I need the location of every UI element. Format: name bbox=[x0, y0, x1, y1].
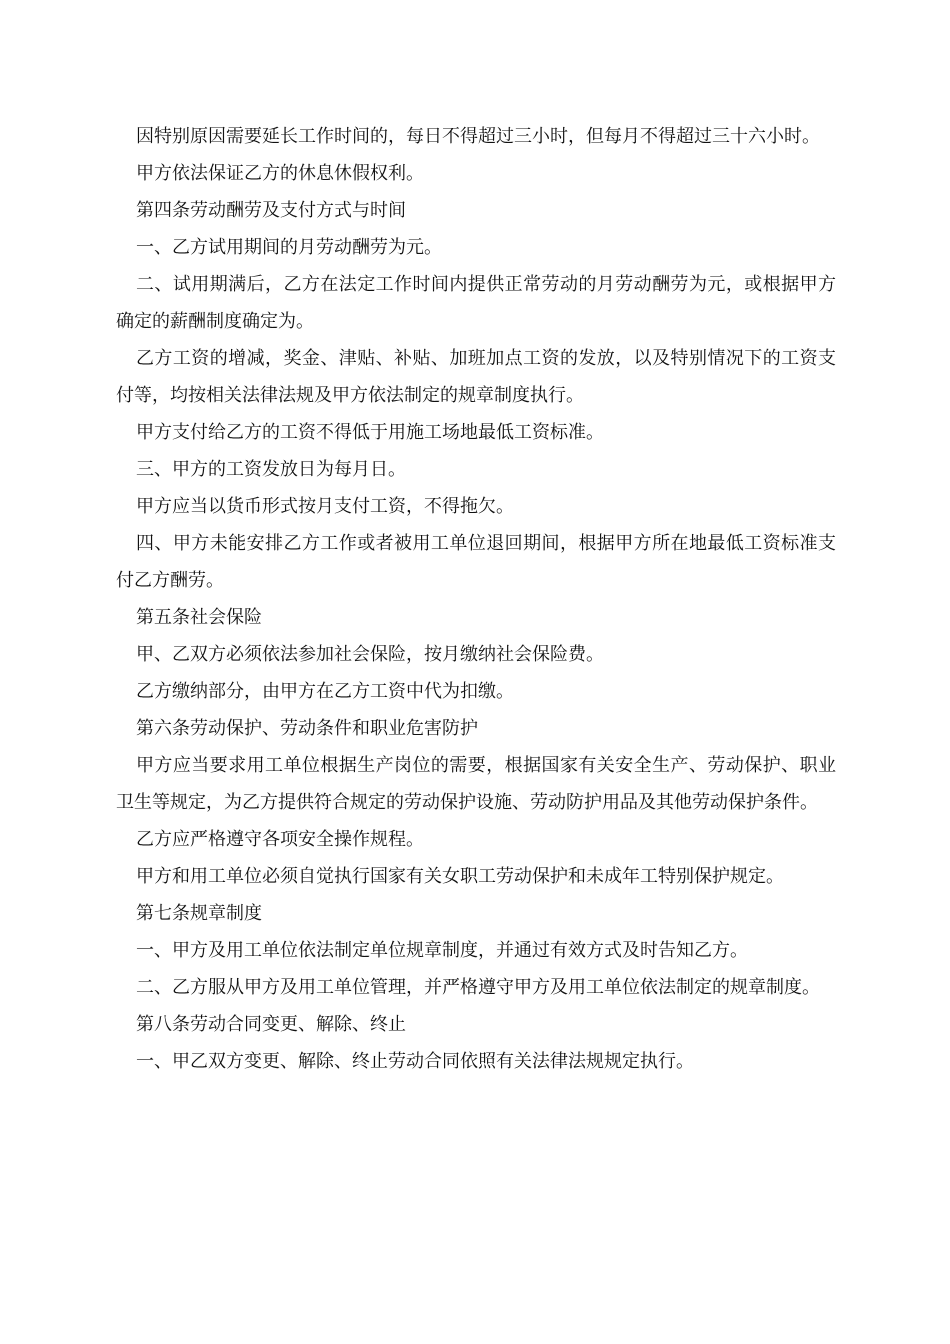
paragraph: 因特别原因需要延长工作时间的，每日不得超过三小时，但每月不得超过三十六小时。 bbox=[136, 126, 820, 147]
paragraph: 甲、乙双方必须依法参加社会保险，按月缴纳社会保险费。 bbox=[136, 644, 604, 665]
paragraph: 甲方应当以货币形式按月支付工资，不得拖欠。 bbox=[136, 496, 514, 517]
paragraph: 三、甲方的工资发放日为每月日。 bbox=[136, 459, 406, 480]
paragraph: 二、乙方服从甲方及用工单位管理，并严格遵守甲方及用工单位依法制定的规章制度。 bbox=[136, 977, 820, 998]
paragraph: 乙方工资的增减，奖金、津贴、补贴、加班加点工资的发放，以及特别情况下的工资支付等，均按相关法律法规及甲方依法制定的规章制度执行。 bbox=[116, 348, 836, 406]
paragraph: 甲方依法保证乙方的休息休假权利。 bbox=[136, 163, 424, 184]
section-heading: 第四条劳动酬劳及支付方式与时间 bbox=[136, 200, 406, 221]
section-heading: 第七条规章制度 bbox=[136, 903, 262, 924]
paragraph: 乙方应严格遵守各项安全操作规程。 bbox=[136, 829, 424, 850]
paragraph: 甲方和用工单位必须自觉执行国家有关女职工劳动保护和未成年工特别保护规定。 bbox=[136, 866, 784, 887]
paragraph: 甲方支付给乙方的工资不得低于用施工场地最低工资标准。 bbox=[136, 422, 604, 443]
document-body bbox=[116, 118, 836, 1080]
paragraph: 一、甲方及用工单位依法制定单位规章制度，并通过有效方式及时告知乙方。 bbox=[136, 940, 748, 961]
section-heading: 第八条劳动合同变更、解除、终止 bbox=[136, 1014, 406, 1035]
paragraph: 一、甲乙双方变更、解除、终止劳动合同依照有关法律法规规定执行。 bbox=[136, 1051, 694, 1072]
paragraph: 二、试用期满后，乙方在法定工作时间内提供正常劳动的月劳动酬劳为元，或根据甲方确定的薪酬制度确定为。 bbox=[116, 274, 836, 332]
section-heading: 第六条劳动保护、劳动条件和职业危害防护 bbox=[136, 718, 478, 739]
paragraph: 一、乙方试用期间的月劳动酬劳为元。 bbox=[136, 237, 442, 258]
paragraph: 乙方缴纳部分，由甲方在乙方工资中代为扣缴。 bbox=[136, 681, 514, 702]
paragraph: 甲方应当要求用工单位根据生产岗位的需要，根据国家有关安全生产、劳动保护、职业卫生等规定，为乙方提供符合规定的劳动保护设施、劳动防护用品及其他劳动保护条件。 bbox=[116, 755, 836, 813]
section-heading: 第五条社会保险 bbox=[136, 607, 262, 628]
paragraph: 四、甲方未能安排乙方工作或者被用工单位退回期间，根据甲方所在地最低工资标准支付乙方酬劳。 bbox=[116, 533, 836, 591]
